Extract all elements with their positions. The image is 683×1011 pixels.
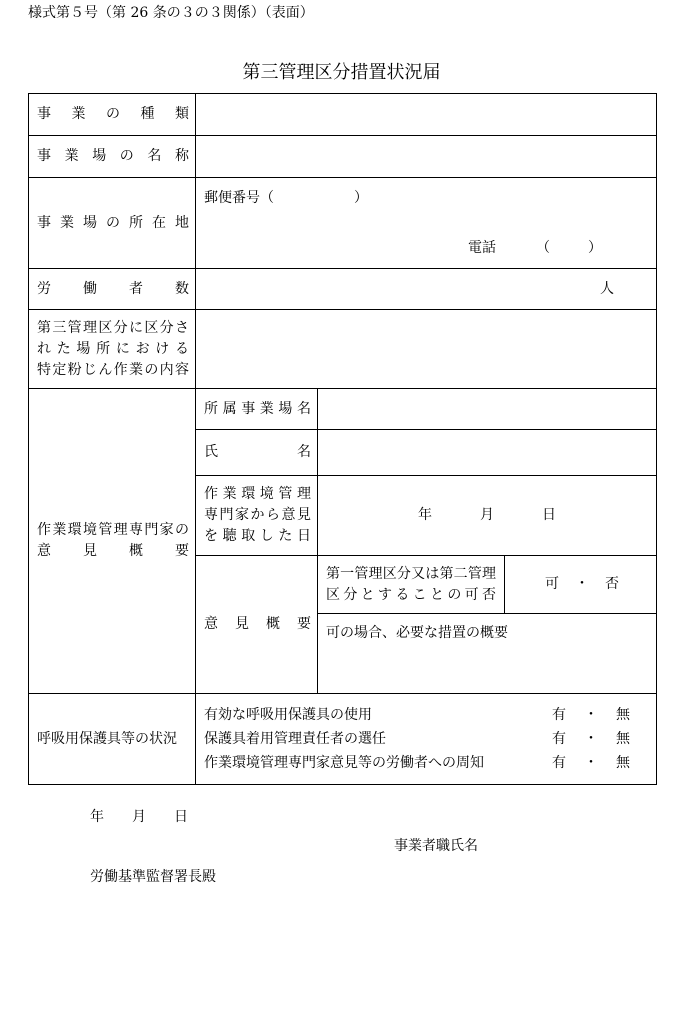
form-number: 様式第５号（第 26 条の３の３関係）（表面） — [28, 5, 314, 21]
workplace-address-label: 事業場の所在地 — [29, 178, 196, 269]
feasibility-no[interactable]: 否 — [605, 576, 619, 592]
opinion-summary-label: 意見概要 — [196, 556, 318, 694]
dust-work-label: 第三管理区分に区分さ れた場所における 特定粉じん作業の内容 — [29, 310, 196, 389]
notification-item — [204, 751, 648, 775]
worker-count-field[interactable] — [196, 269, 657, 310]
respirator-item — [204, 703, 648, 727]
feasibility-question: 第一管理区分又は第二管理 区分とすることの可否 — [318, 556, 505, 614]
addressee: 労働基準監督署長殿 — [90, 869, 216, 885]
dust-work-field[interactable] — [196, 310, 657, 389]
submission-year: 年 — [90, 809, 104, 825]
notification-item-text: 作業環境管理専門家意見等の労働者への周知 — [204, 754, 484, 771]
submission-date[interactable] — [90, 806, 188, 826]
hearing-date-month: 月 — [480, 507, 494, 523]
business-type-label: 事業の種類 — [29, 94, 196, 136]
respirator-item-separator: ・ — [584, 706, 599, 723]
affiliation-field[interactable] — [318, 389, 657, 430]
submission-month: 月 — [132, 809, 146, 825]
respirator-item-text: 有効な呼吸用保護具の使用 — [204, 706, 372, 723]
hearing-date-field[interactable] — [318, 476, 657, 556]
worker-count-unit: 人 — [600, 281, 615, 297]
form-title: 第三管理区分措置状況届 — [242, 62, 441, 83]
business-type-field[interactable] — [196, 94, 657, 136]
postal-code-close: ） — [354, 190, 368, 206]
feasibility-separator: ・ — [575, 576, 589, 592]
respirator-item-no[interactable]: 無 — [616, 706, 631, 723]
phone-close: ） — [588, 240, 602, 256]
hearing-date-year: 年 — [418, 507, 432, 523]
expert-name-label: 氏名 — [196, 430, 318, 476]
measures-label: 可の場合、必要な措置の概要 — [326, 625, 508, 641]
workplace-name-label: 事業場の名称 — [29, 136, 196, 178]
notification-item-separator: ・ — [584, 754, 599, 771]
respirator-status-label: 呼吸用保護具等の状況 — [29, 694, 196, 785]
employer-signature-label: 事業者職氏名 — [394, 838, 478, 854]
feasibility-choice[interactable] — [505, 556, 657, 614]
expert-opinion-label: 作業環境管理専門家の 意見概要 — [29, 389, 196, 694]
measures-field[interactable] — [318, 614, 657, 694]
hearing-date-day: 日 — [542, 507, 556, 523]
manager-item-separator: ・ — [584, 730, 599, 747]
respirator-status-field — [196, 694, 657, 785]
hearing-date-label: 作業環境管理 専門家から意見 を聴取した日 — [196, 476, 318, 556]
workplace-name-field[interactable] — [196, 136, 657, 178]
phone-open: （ — [536, 240, 550, 256]
feasibility-yes[interactable]: 可 — [545, 576, 559, 592]
workplace-address-field[interactable] — [196, 178, 657, 269]
submission-day: 日 — [174, 809, 188, 825]
respirator-item-yes[interactable]: 有 — [552, 706, 567, 723]
manager-item — [204, 727, 648, 751]
manager-item-text: 保護具着用管理責任者の選任 — [204, 730, 386, 747]
manager-item-no[interactable]: 無 — [616, 730, 631, 747]
affiliation-label: 所属事業場名 — [196, 389, 318, 430]
expert-name-field[interactable] — [318, 430, 657, 476]
notification-item-no[interactable]: 無 — [616, 754, 631, 771]
phone-label: 電話 — [468, 240, 496, 256]
worker-count-label: 労働者数 — [29, 269, 196, 310]
manager-item-yes[interactable]: 有 — [552, 730, 567, 747]
postal-code-label: 郵便番号（ — [204, 190, 274, 206]
notification-item-yes[interactable]: 有 — [552, 754, 567, 771]
notification-form-table — [28, 93, 657, 785]
